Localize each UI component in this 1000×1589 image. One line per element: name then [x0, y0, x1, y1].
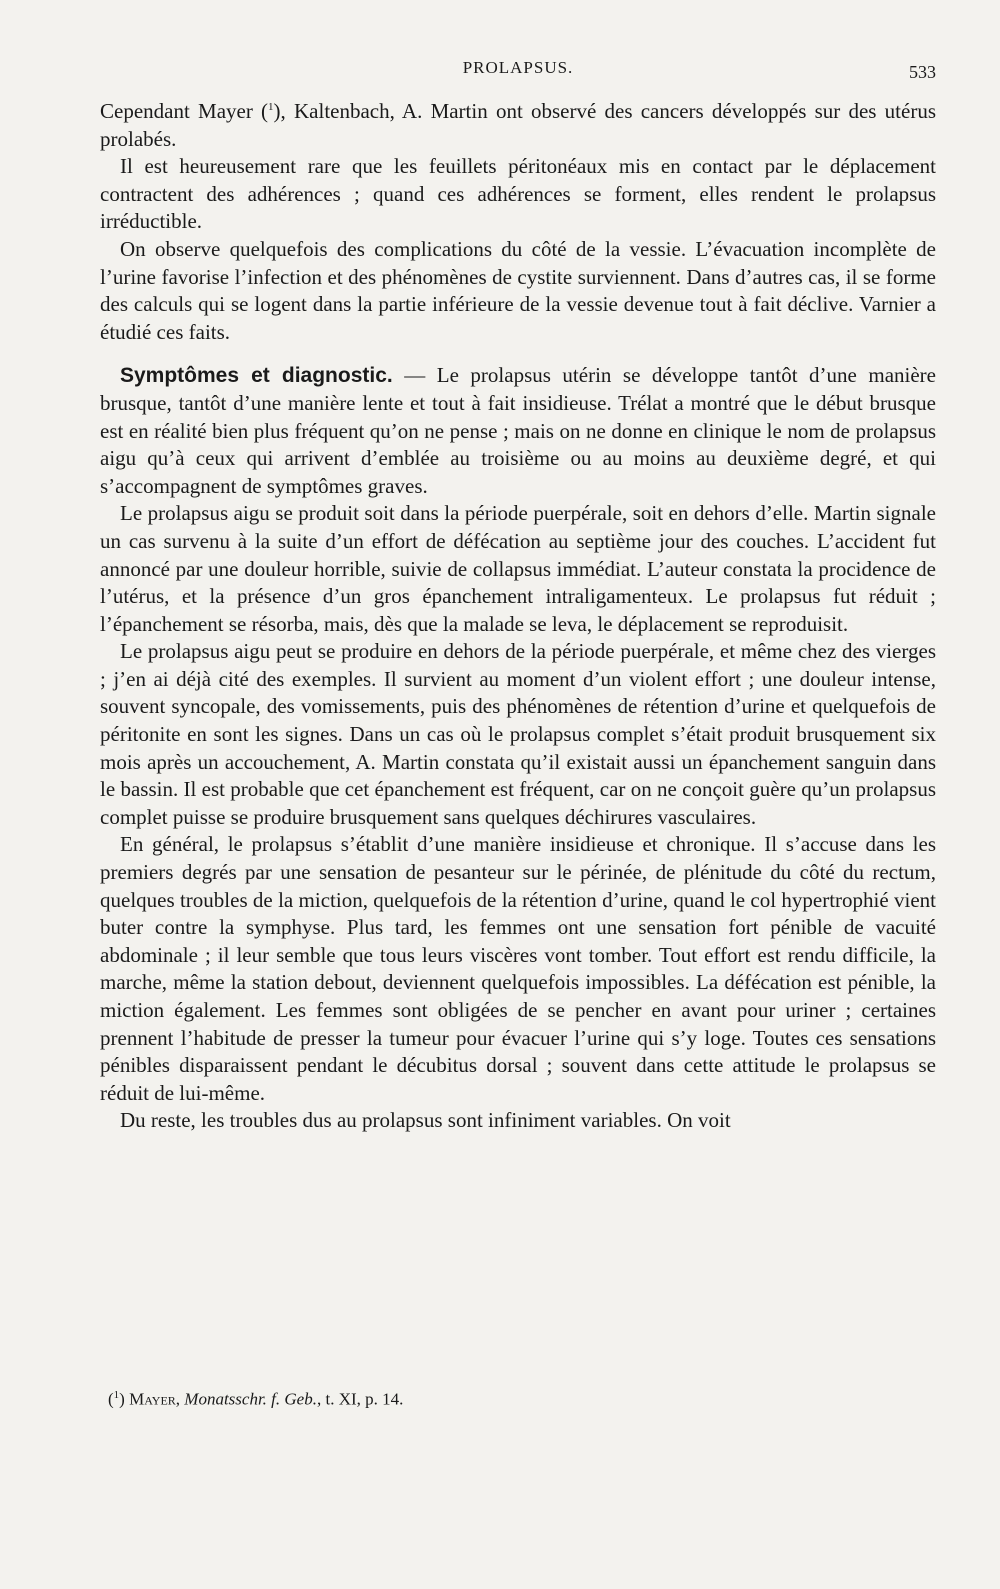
footnote-sep: ,: [175, 1389, 185, 1409]
paragraph-text: ), Kaltenbach, A. Martin ont observé des cancers développés sur des utérus prolabés.: [100, 99, 936, 151]
body-text: [100, 94, 936, 1135]
paragraph-text: Il est heureusement rare que les feuillets péritonéaux mis en contact par le déplacement contractent des adhérences ; quand ces adhérences se forment, elles rendent le prolapsus irréductible.: [100, 154, 936, 234]
footnote-author: Mayer: [129, 1389, 176, 1409]
paragraph-text: Le prolapsus aigu peut se produire en dehors de la période puerpérale, et même chez des vierges ; j’en ai déjà cité des exemples. Il survient au moment d’un violent effort ; une douleur intense, souvent syncopale, des vomissements, puis des phénomènes de rétention d’urine et quelquefois de péritonite en sont les signes. Dans un cas où le prolapsus complet s’était produit brusquement six mois après un accouchement, A. Martin constata qu’il existait aussi un épanchement sanguin dans le bassin. Il est probable que cet épanchement est fréquent, car on ne conçoit guère qu’un prolapsus complet puisse se produire brusquement sans quelques déchirures vasculaires.: [100, 639, 936, 829]
paragraph: [100, 236, 936, 346]
page-number: 533: [909, 62, 936, 82]
footnote: [108, 1384, 928, 1411]
paragraph: [100, 500, 936, 638]
paragraph-text: En général, le prolapsus s’établit d’une manière insidieuse et chronique. Il s’accuse dans les premiers degrés par une sensation de pesanteur sur le périnée, de plénitude du côté du rectum, quelques troubles de la miction, quelquefois de la rétention d’urine, quand le col hypertrophié vient buter contre la symphyse. Plus tard, les femmes ont une sensation fort pénible de vacuité abdominale ; il leur semble que tous leurs viscères vont tomber. Tout effort est rendu difficile, la marche, même la station debout, deviennent quelquefois impossibles. La défécation est pénible, la miction également. Les femmes sont obligées de se pencher en avant pour uriner ; certaines prennent l’habitude de presser la tumeur pour évacuer l’urine qui s’y loge. Toutes ces sensations pénibles disparaissent pendant le décubitus dorsal ; souvent dans cette attitude le prolapsus se réduit de lui-même.: [100, 832, 936, 1105]
paragraph-text: — Le prolapsus utérin se développe tantôt d’une manière brusque, tantôt d’une manière lente et tout à fait insidieuse. Trélat a montré que le début brusque est en réalité bien plus fréquent qu’on ne pense ; mais on ne donne en clinique le nom de prolapsus aigu qu’à ceux qui arrivent d’emblée au troisième ou au moins au deuxième degré, et qui s’accompagnent de symptômes graves.: [100, 363, 936, 498]
section-heading: Symptômes et diagnostic.: [120, 364, 393, 388]
footnote-journal: Monatsschr. f. Geb.: [184, 1389, 317, 1409]
paragraph-text: On observe quelquefois des complications du côté de la vessie. L’évacuation incomplète de l’urine favorise l’infection et des phénomènes de cystite surviennent. Dans d’autres cas, il se forme des calculs qui se logent dans la partie inférieure de la vessie devenue tout à fait déclive. Varnier a étudié ces faits.: [100, 236, 936, 344]
section-paragraph: [100, 362, 936, 500]
paragraph-text: Du reste, les troubles dus au prolapsus sont infiniment variables. On voit: [120, 1108, 731, 1133]
footnote-reference: 1: [268, 101, 274, 113]
paragraph: [100, 638, 936, 831]
paragraph-text: Cependant Mayer (: [100, 99, 269, 123]
footnote-ref: , t. XI, p. 14.: [316, 1389, 404, 1409]
running-header: [100, 58, 936, 88]
footnote-marker-close: ): [119, 1389, 130, 1409]
paragraph: [100, 153, 936, 236]
paragraph: [100, 1107, 936, 1135]
paragraph: [100, 831, 936, 1107]
running-title: PROLAPSUS.: [462, 58, 574, 77]
paragraph: [100, 94, 936, 153]
footnote-marker: 1: [113, 1389, 120, 1401]
footnote-marker-open: (: [108, 1389, 114, 1409]
paragraph-text: Le prolapsus aigu se produit soit dans la période puerpérale, soit en dehors d’elle. Martin signale un cas survenu à la suite d’un effort de défécation au septième jour des couches. L’accident fut annoncé par une douleur horrible, suivie de collapsus immédiat. L’auteur constata la procidence de l’utérus, et la présence d’un gros épanchement intraligamenteux. Le prolapsus fut réduit ; l’épanchement se résorba, mais, dès que la malade se leva, le déplacement se reproduisit.: [100, 501, 936, 636]
